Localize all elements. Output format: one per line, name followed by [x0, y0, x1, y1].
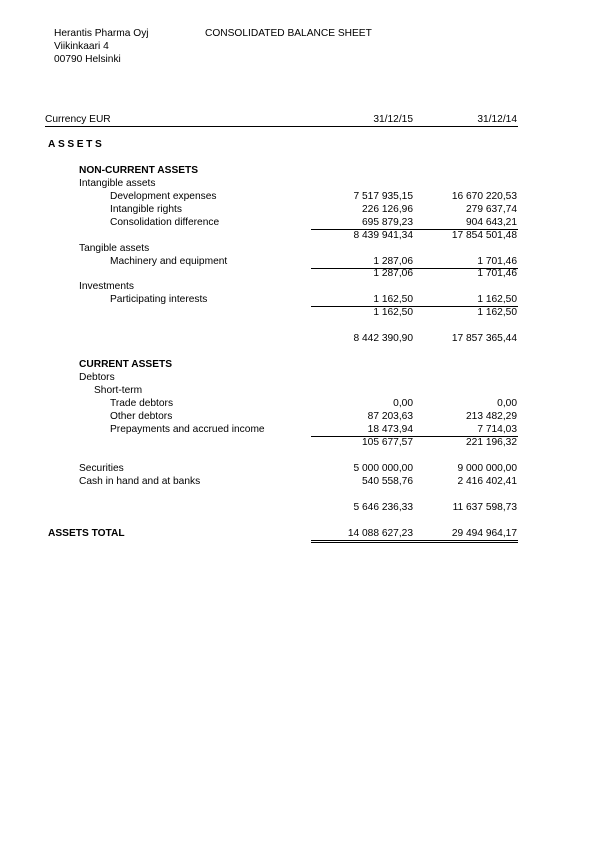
assets-total-label: ASSETS TOTAL	[48, 528, 125, 539]
intangible-total-2014: 17 854 501,48	[451, 230, 517, 241]
assets-total-2014: 29 494 964,17	[451, 528, 517, 539]
row-label: Consolidation difference	[110, 217, 220, 228]
securities-2015: 5 000 000,00	[353, 463, 413, 474]
row-value-2014: 7 714,03	[477, 424, 517, 435]
row-label: Prepayments and accrued income	[110, 424, 265, 435]
investments-total-2015: 1 162,50	[373, 307, 413, 318]
row-value-2014: 904 643,21	[466, 217, 517, 228]
tangible-heading: Tangible assets	[79, 243, 150, 254]
debtors-heading: Debtors	[79, 372, 115, 383]
cash-2015: 540 558,76	[362, 476, 413, 487]
company-street: Viikinkaari 4	[54, 41, 109, 52]
column-header-2014: 31/12/14	[477, 114, 517, 125]
total-double-rule-top	[311, 540, 518, 541]
tangible-total-2015: 1 287,06	[373, 268, 413, 279]
row-value-2014: 0,00	[497, 398, 517, 409]
investments-total-2014: 1 162,50	[477, 307, 517, 318]
total-double-rule-bottom	[311, 542, 518, 543]
company-name: Herantis Pharma Oyj	[54, 28, 149, 39]
row-value-2015: 7 517 935,15	[353, 191, 413, 202]
shortterm-heading: Short-term	[94, 385, 143, 396]
row-value-2014: 1 162,50	[477, 294, 517, 305]
row-label: Development expenses	[110, 191, 217, 202]
tangible-total-2014: 1 701,46	[477, 268, 517, 279]
intangible-total-2015: 8 439 941,34	[353, 230, 413, 241]
row-value-2015: 695 879,23	[362, 217, 413, 228]
debtors-total-2014: 221 196,32	[466, 437, 517, 448]
row-value-2015: 18 473,94	[367, 424, 413, 435]
securities-label: Securities	[79, 463, 124, 474]
row-value-2014: 279 637,74	[466, 204, 517, 215]
header-rule	[45, 126, 518, 127]
assets-total-2015: 14 088 627,23	[347, 528, 413, 539]
noncurrent-total-2014: 17 857 365,44	[451, 333, 517, 344]
row-value-2014: 1 701,46	[477, 256, 517, 267]
row-value-2015: 1 162,50	[373, 294, 413, 305]
securities-2014: 9 000 000,00	[457, 463, 517, 474]
row-label: Intangible rights	[110, 204, 182, 215]
investments-heading: Investments	[79, 281, 134, 292]
row-label: Other debtors	[110, 411, 173, 422]
document-title: CONSOLIDATED BALANCE SHEET	[205, 28, 372, 39]
column-header-2015: 31/12/15	[373, 114, 413, 125]
noncurrent-heading: NON-CURRENT ASSETS	[79, 165, 199, 176]
current-total-2015: 5 646 236,33	[353, 502, 413, 513]
current-heading: CURRENT ASSETS	[79, 359, 173, 370]
row-label: Machinery and equipment	[110, 256, 228, 267]
row-label: Trade debtors	[110, 398, 174, 409]
cash-2014: 2 416 402,41	[457, 476, 517, 487]
intangible-heading: Intangible assets	[79, 178, 156, 189]
row-value-2015: 226 126,96	[362, 204, 413, 215]
currency-label: Currency EUR	[45, 114, 111, 125]
noncurrent-total-2015: 8 442 390,90	[353, 333, 413, 344]
row-value-2014: 16 670 220,53	[451, 191, 517, 202]
assets-heading: ASSETS	[48, 139, 105, 150]
cash-label: Cash in hand and at banks	[79, 476, 201, 487]
row-label: Participating interests	[110, 294, 208, 305]
row-value-2015: 87 203,63	[367, 411, 413, 422]
current-total-2014: 11 637 598,73	[452, 502, 517, 513]
row-value-2014: 213 482,29	[466, 411, 517, 422]
row-value-2015: 1 287,06	[373, 256, 413, 267]
row-value-2015: 0,00	[393, 398, 413, 409]
debtors-total-2015: 105 677,57	[362, 437, 413, 448]
company-city: 00790 Helsinki	[54, 54, 121, 65]
